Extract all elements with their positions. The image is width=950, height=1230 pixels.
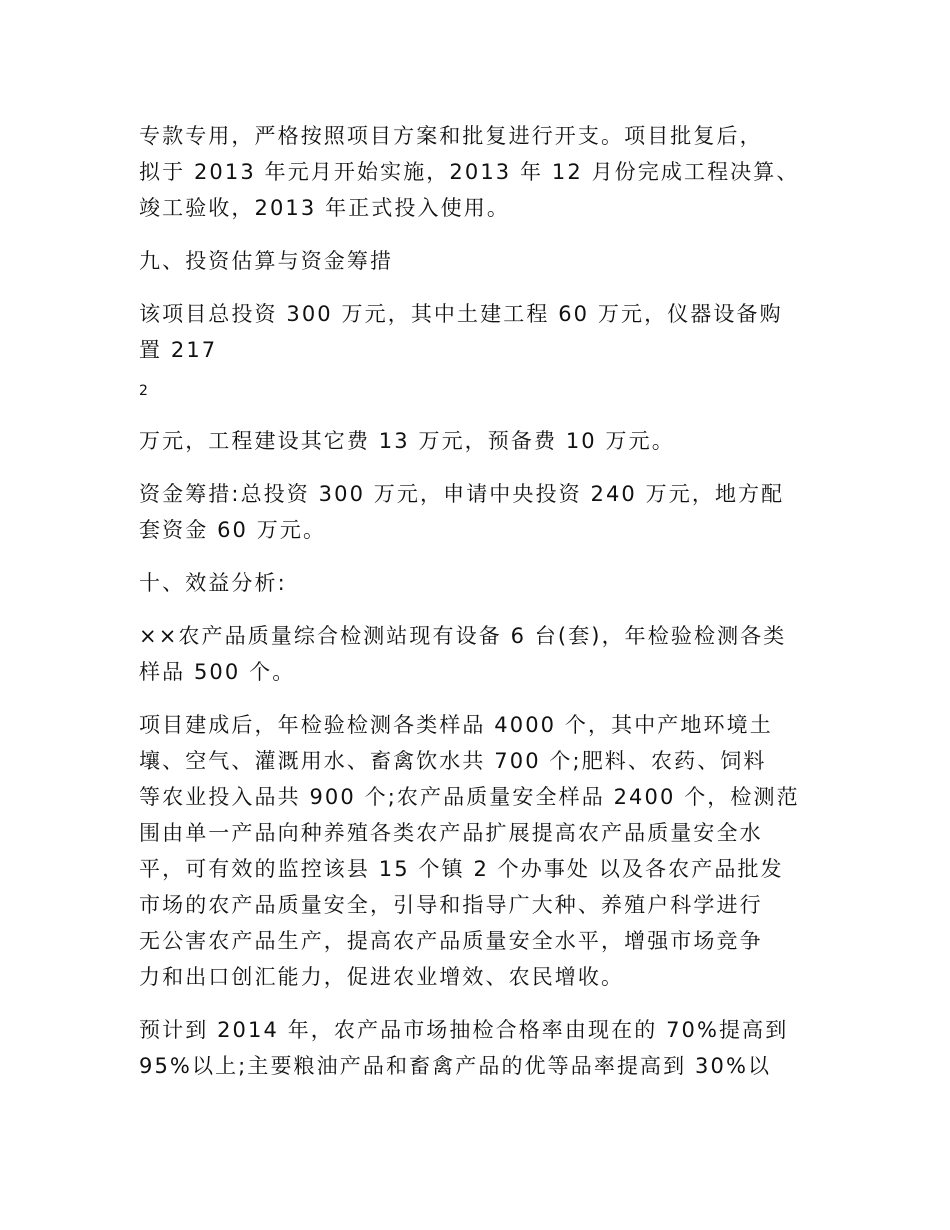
section-heading-investment <box>139 243 812 279</box>
text-line: 项目建成后，年检验检测各类样品 4000 个，其中产地环境土 <box>139 713 773 737</box>
text-line: 无公害农产品生产，提高农产品质量安全水平，增强市场竞争 <box>139 929 763 953</box>
paragraph-total-investment <box>139 296 812 368</box>
heading-line: 九、投资估算与资金筹措 <box>139 249 394 273</box>
text-line: ××农产品质量综合检测站现有设备 6 台(套)，年检验检测各类 <box>139 624 787 648</box>
section-heading-benefit <box>139 565 812 601</box>
text-line: 拟于 2013 年元月开始实施，2013 年 12 月份完成工程决算、 <box>139 160 800 184</box>
text-line: 壤、空气、灌溉用水、畜禽饮水共 700 个;肥料、农药、饲料 <box>139 749 767 773</box>
text-line: 市场的农产品质量安全，引导和指导广大种、养殖户科学进行 <box>139 893 763 917</box>
paragraph-forecast-2014 <box>139 1012 812 1084</box>
text-line: 该项目总投资 300 万元，其中土建工程 60 万元，仪器设备购 <box>139 302 783 326</box>
text-line: 预计到 2014 年，农产品市场抽检合格率由现在的 70%提高到 <box>139 1018 789 1042</box>
paragraph-fund-usage <box>139 118 812 226</box>
text-line: 置 217 <box>139 338 218 362</box>
paragraph-after-completion <box>139 707 812 995</box>
text-line: 套资金 60 万元。 <box>139 518 327 542</box>
text-line: 围由单一产品向种养殖各类农产品扩展提高农产品质量安全水 <box>139 821 763 845</box>
text-line: 样品 500 个。 <box>139 660 296 684</box>
text-line: 力和出口创汇能力，促进农业增效、农民增收。 <box>139 965 625 989</box>
text-line: 平，可有效的监控该县 15 个镇 2 个办事处 以及各农产品批发 <box>139 857 784 881</box>
page-number: 2 <box>139 383 148 399</box>
text-line: 专款专用，严格按照项目方案和批复进行开支。项目批复后， <box>139 124 763 148</box>
text-line: 竣工验收，2013 年正式投入使用。 <box>139 196 510 220</box>
heading-line: 十、效益分析: <box>139 571 287 595</box>
paragraph-fund-raising <box>139 476 812 548</box>
text-line: 等农业投入品共 900 个;农产品质量安全样品 2400 个，检测范 <box>139 785 800 809</box>
text-line: 95%以上;主要粮油产品和畜禽产品的优等品率提高到 30%以 <box>139 1054 772 1078</box>
paragraph-other-costs <box>139 423 812 459</box>
text-line: 万元，工程建设其它费 13 万元，预备费 10 万元。 <box>139 429 675 453</box>
paragraph-current-equipment <box>139 618 812 690</box>
text-line: 资金筹措:总投资 300 万元，申请中央投资 240 万元，地方配 <box>139 482 785 506</box>
